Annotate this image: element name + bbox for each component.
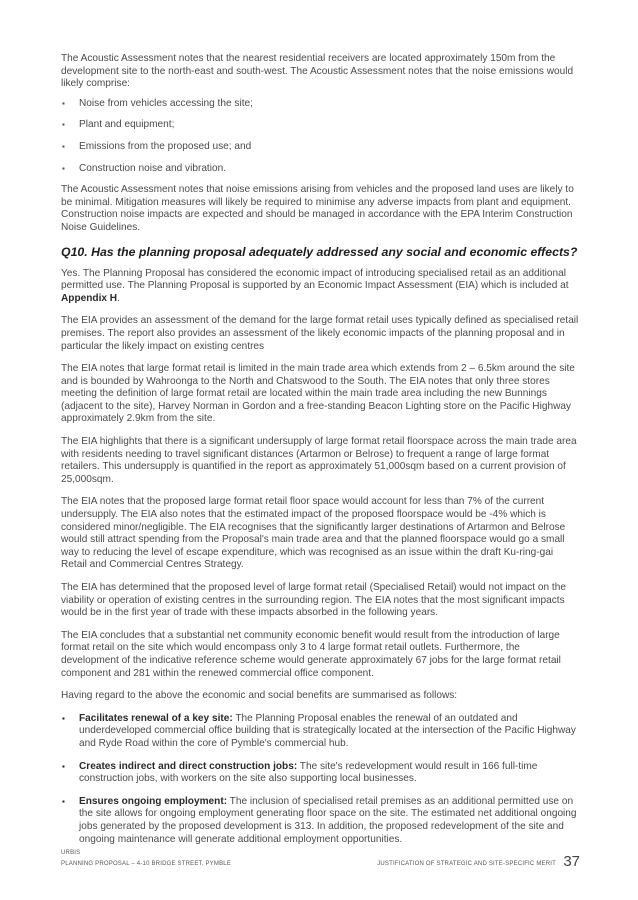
noise-emissions-list bbox=[61, 98, 579, 175]
footer-document-title: PLANNING PROPOSAL – 4-10 BRIDGE STREET, PYMBLE bbox=[61, 861, 232, 867]
benefit-lead: Facilitates renewal of a key site: bbox=[79, 712, 233, 724]
list-item: ▪ Ensures ongoing employment: The inclusion of specialised retail premises as an additional permitted use on the site allows for ongoing employment generating floor space on the site. The estimated net additional ongoing jobs generated by the proposed development is 313. In addition, the proposed redevelopment of the site and ongoing maintenance will generate additional employment opportunities. bbox=[62, 795, 577, 845]
acoustic-summary-paragraph: The Acoustic Assessment notes that noise emissions arising from vehicles and the proposed land uses are likely to be minimal. Mitigation measures will likely be required to minimise any adverse impacts from plant and equipment. Construction noise impacts are expected and should be managed in accordance with the EPA Interim Construction Noise Guidelines. bbox=[61, 184, 574, 233]
benefit-lead: Ensures ongoing employment: bbox=[79, 795, 228, 807]
page-body bbox=[61, 53, 579, 856]
bullet-icon: ▪ bbox=[62, 761, 65, 771]
appendix-reference: Appendix H bbox=[61, 292, 118, 304]
bullet-icon: ▪ bbox=[62, 796, 65, 806]
bullet-icon: ▪ bbox=[62, 141, 65, 151]
page-number: 37 bbox=[563, 853, 580, 870]
list-item: ▪ Construction noise and vibration. bbox=[62, 162, 227, 174]
paragraph: The EIA notes that the proposed large format retail floor space would account for less than 7% of the current undersupply. The EIA also notes that the estimated impact of the proposed floorspace would be -4% which is considered minor/negligible. The EIA recognises that the significantly larger destinations of Artarmon and Belrose would still attract spending from the Proposal's main trade area and that the planned floorspace would go a small way to reducing the level of escape expenditure, which was recognised as an issue within the draft Ku-ring-gai Retail and Commercial Centres Strategy. bbox=[61, 496, 566, 571]
bullet-icon: ▪ bbox=[62, 120, 65, 130]
bullet-icon: ▪ bbox=[62, 713, 65, 723]
paragraph: The EIA concludes that a substantial net community economic benefit would result from the introduction of large format retail on the site which would encompass only 3 to 4 large format retail outlets. Furthermore, the development of the indicative reference scheme would generate approximately 67 jobs for the large format retail component and 281 within the renewed commercial office component. bbox=[61, 629, 561, 679]
benefit-lead: Creates indirect and direct construction jobs: bbox=[79, 760, 298, 772]
paragraph: Having regard to the above the economic and social benefits are summarised as follows: bbox=[61, 690, 458, 702]
bullet-icon: ▪ bbox=[62, 163, 65, 173]
section-heading: Q10. Has the planning proposal adequately addressed any social and economic effects? bbox=[61, 244, 578, 259]
paragraph: The EIA provides an assessment of the demand for the large format retail uses typically defined as specialised retail premises. The report also provides an assessment of the likely economic impacts of the planning proposal and in particular the likely impact on existing centres bbox=[61, 315, 579, 352]
list-item: ▪ Noise from vehicles accessing the site; bbox=[62, 97, 253, 109]
benefits-list bbox=[61, 713, 579, 846]
paragraph: The EIA has determined that the proposed level of large format retail (Specialised Retail) would not impact on the viability or operation of existing centres in the surrounding region. The EIA notes that the most significant impacts would be in the first year of trade with these impacts absorbed in the following years. bbox=[61, 582, 566, 619]
paragraph: The EIA notes that large format retail is limited in the main trade area which extends from 2 – 6.5km around the site and is bounded by Wahroonga to the North and Chatswood to the South. The EIA notes that only three stores meeting the definition of large format retail are located within the main trade area including the new Bunnings (adjacent to the site), Harvey Norman in Gordon and a free-standing Beacon Lighting store on the Pacific Highway approximately 2.9km from the site. bbox=[61, 363, 575, 425]
footer-org: URBIS bbox=[61, 850, 81, 856]
intro-paragraph: The Acoustic Assessment notes that the nearest residential receivers are located approximately 150m from the development site to the north-east and south-west. The Acoustic Assessment notes that the noise emissions would likely comprise: bbox=[61, 53, 574, 90]
paragraph: The EIA highlights that there is a significant undersupply of large format retail floorspace across the main trade area with residents needing to travel significant distances (Artarmon or Belrose) to frequent a range of large format retailers. This undersupply is quantified in the report as approximately 51,000sqm based on a current provision of 25,000sqm. bbox=[61, 436, 577, 485]
footer-section-title: JUSTIFICATION OF STRATEGIC AND SITE-SPECIFIC MERIT bbox=[377, 861, 556, 867]
list-item: ▪ Creates indirect and direct construction jobs: The site's redevelopment would result in 166 full-time construction jobs, with workers on the site also supporting local businesses. bbox=[62, 760, 538, 785]
page-footer bbox=[61, 850, 580, 872]
bullet-icon: ▪ bbox=[62, 98, 65, 108]
list-item: ▪ Plant and equipment; bbox=[62, 119, 175, 131]
list-item: ▪ Emissions from the proposed use; and bbox=[62, 140, 252, 152]
yes-paragraph: Yes. The Planning Proposal has considered the economic impact of introducing specialised retail as an additional permitted use. The Planning Proposal is supported by an Economic Impact Assessment (EIA) which is included at Appendix H. bbox=[61, 267, 569, 304]
list-item: ▪ Facilitates renewal of a key site: The Planning Proposal enables the renewal of an outdated and underdeveloped commercial office building that is strategically located at the intersection of the Pacific Highway and Ryde Road within the core of Pymble's commercial hub. bbox=[62, 712, 576, 749]
